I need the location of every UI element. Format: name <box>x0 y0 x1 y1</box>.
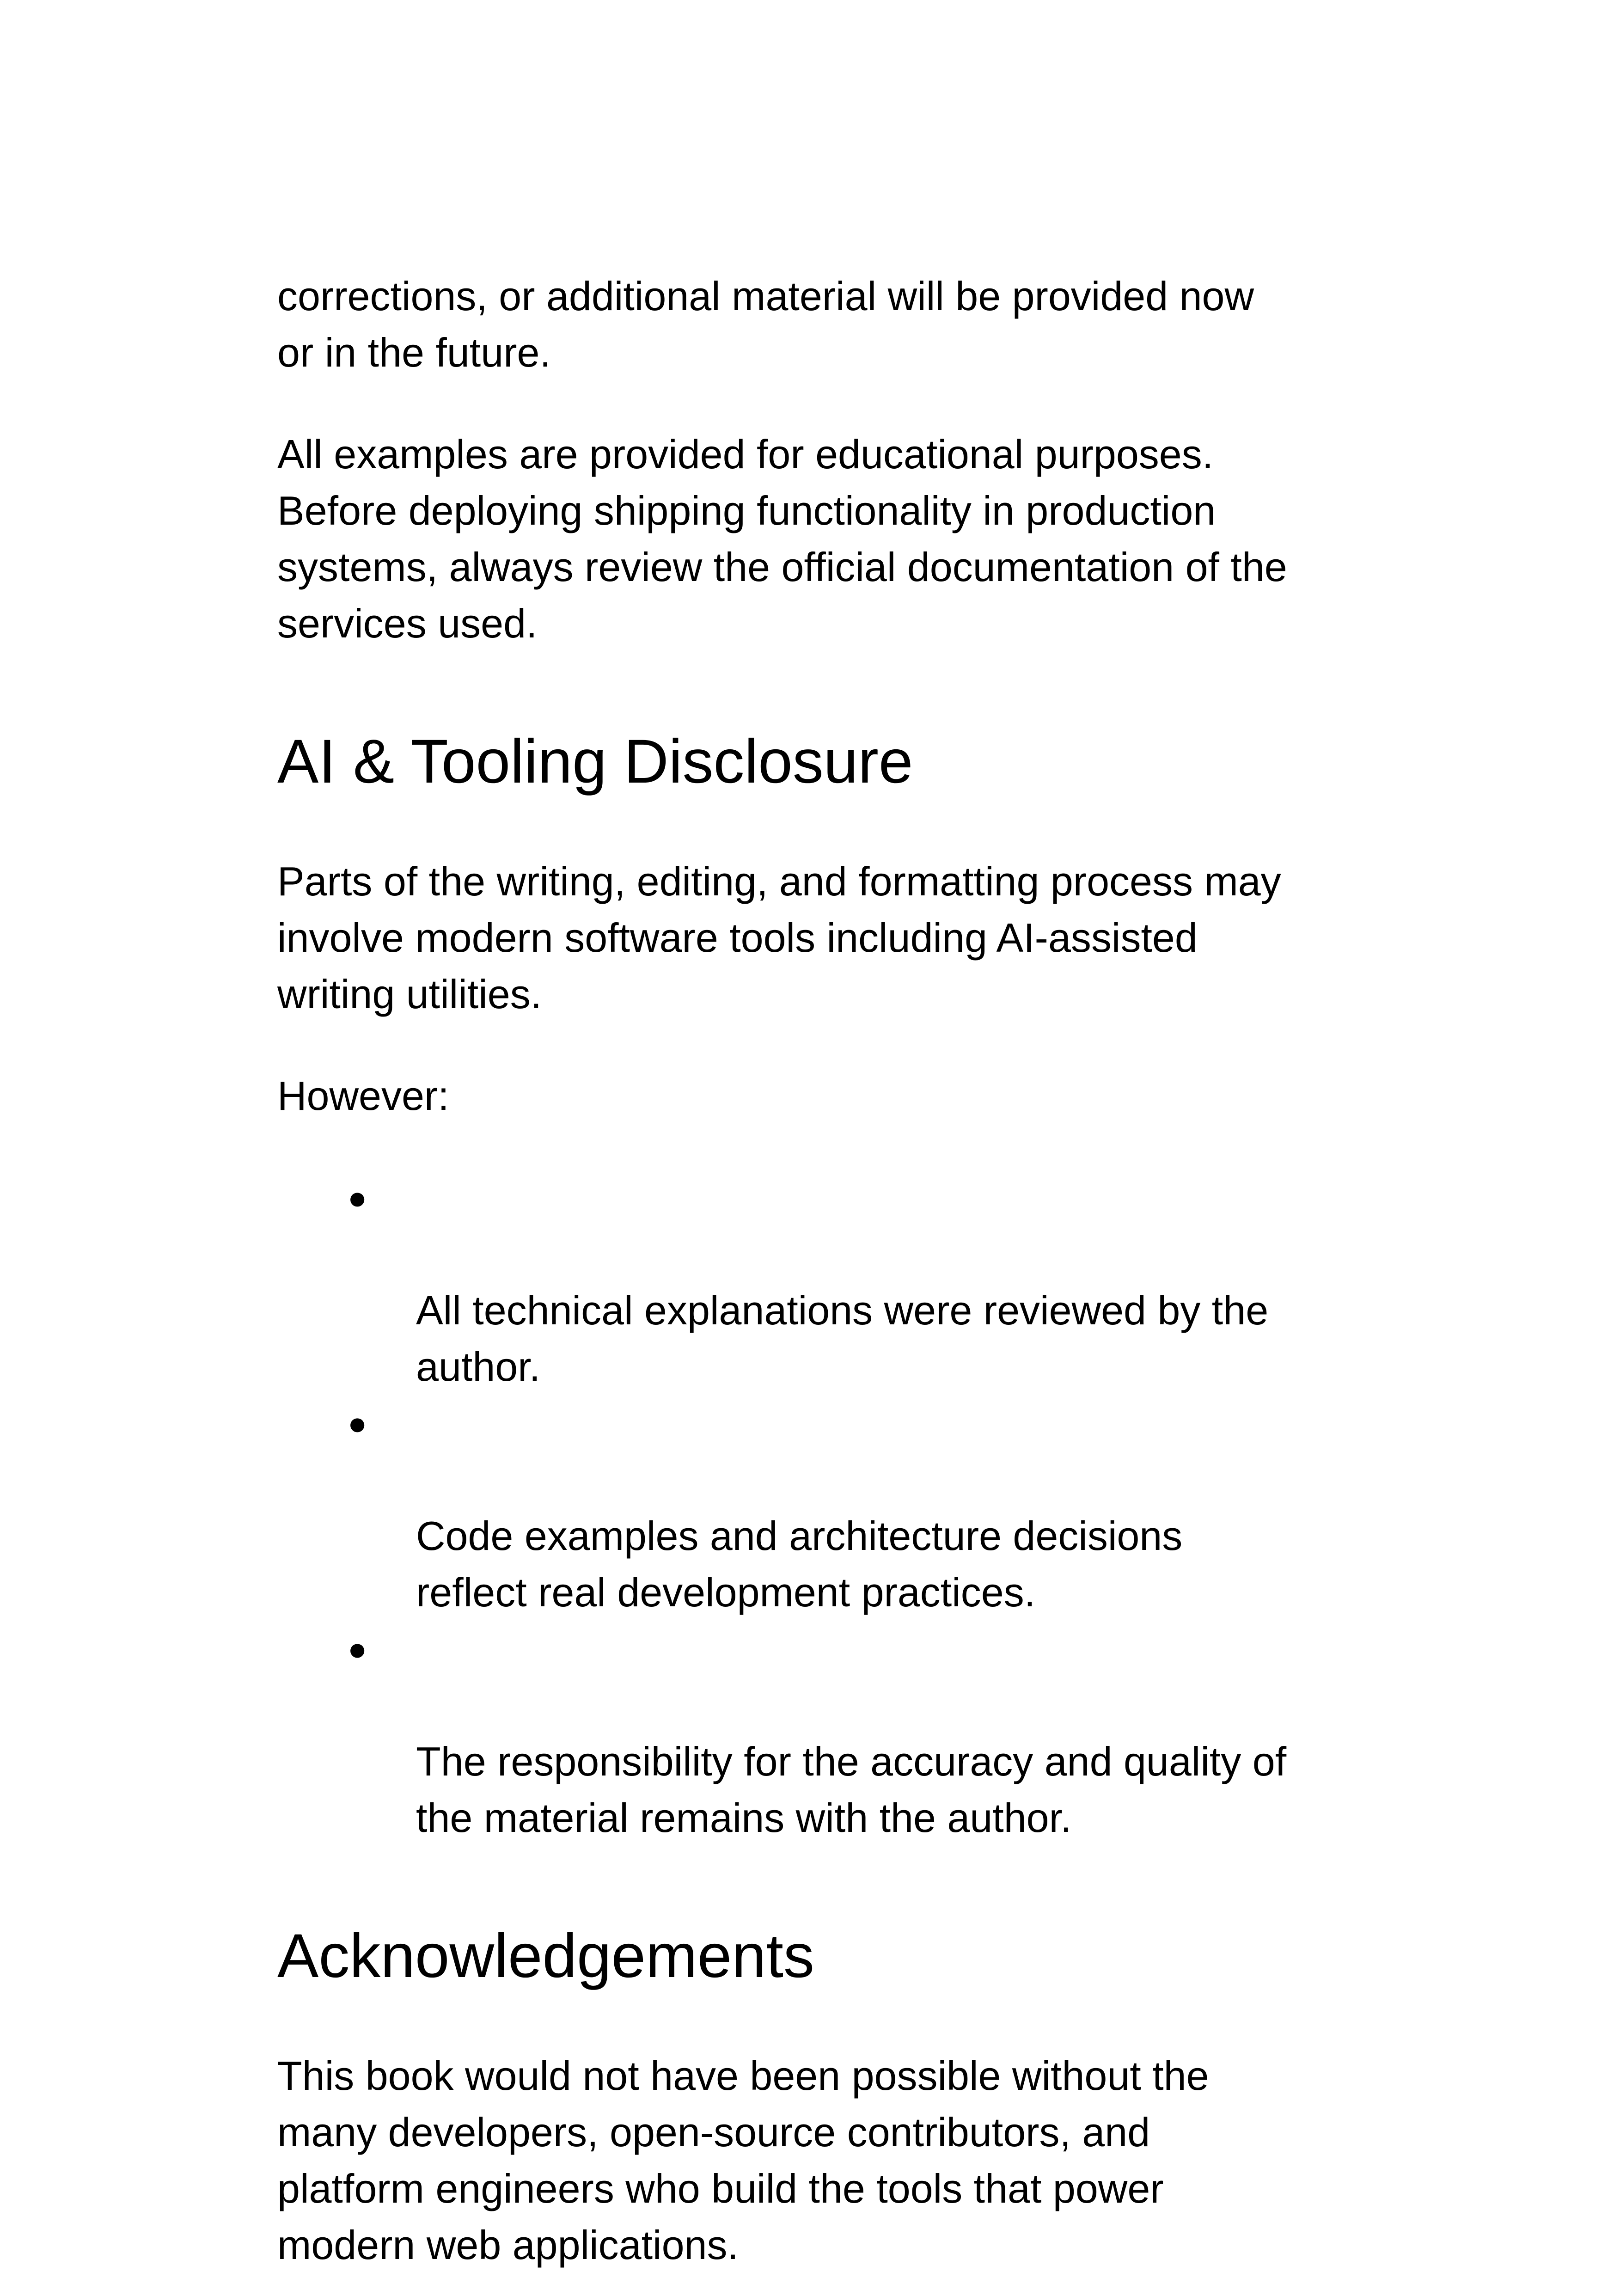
list-item <box>277 1169 1340 1395</box>
bullet-icon: ● <box>348 1631 367 1667</box>
list-item <box>277 1395 1340 1621</box>
disclosure-bullet-list <box>277 1169 1340 1846</box>
paragraph-tooling-process: Parts of the writing, editing, and formatting process may involve modern software tools including AI-assisted writing utilities. <box>277 858 1281 1017</box>
paragraph-educational-purposes: All examples are provided for educational purposes. Before deploying shipping functionality in production systems, always review the official documentation of the services used. <box>277 431 1287 646</box>
paragraph-acknowledgements: This book would not have been possible without the many developers, open-source contributors, and platform engineers who build the tools that power modern web applications. <box>277 2053 1209 2268</box>
bullet-icon: ● <box>348 1405 367 1441</box>
paragraph-however: However: <box>277 1073 449 1119</box>
bullet-icon: ● <box>348 1180 367 1216</box>
heading-acknowledgements: Acknowledgements <box>277 1922 814 1990</box>
list-item <box>277 1621 1340 1846</box>
list-item-text: The responsibility for the accuracy and quality of the material remains with the author. <box>416 1739 1287 1841</box>
list-item-text: All technical explanations were reviewed by the author. <box>416 1287 1269 1390</box>
heading-ai-tooling-disclosure: AI & Tooling Disclosure <box>277 727 913 796</box>
page-content <box>277 268 1340 2273</box>
list-item-text: Code examples and architecture decisions reflect real development practices. <box>416 1513 1183 1615</box>
paragraph-corrections: corrections, or additional material will be provided now or in the future. <box>277 273 1254 375</box>
